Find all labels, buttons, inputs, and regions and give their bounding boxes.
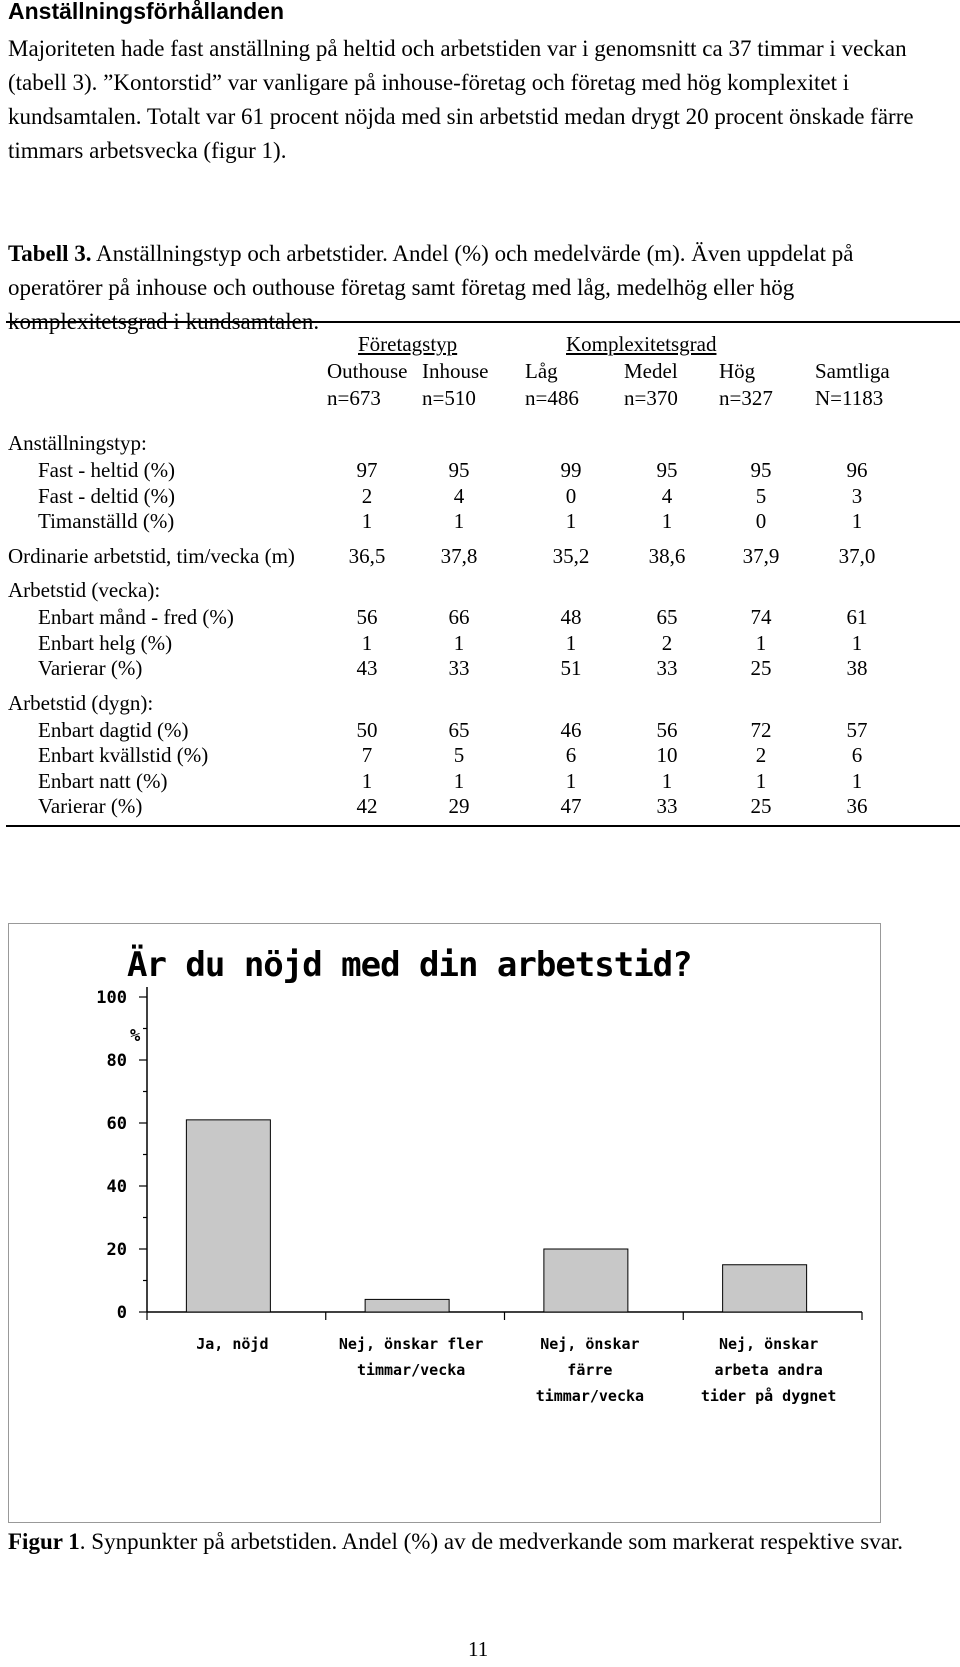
figure-caption xyxy=(8,1525,948,1559)
table-row-label: Fast - heltid (%) xyxy=(38,458,176,482)
table-cell: 6 xyxy=(565,743,577,767)
x-tick-label: Ja, nöjd xyxy=(196,1335,269,1353)
table-cell: 35,2 xyxy=(552,543,590,568)
column-n: n=370 xyxy=(624,386,678,410)
column-n: n=673 xyxy=(327,386,381,410)
table-cell: 38 xyxy=(846,656,868,680)
table-cell: 1 xyxy=(851,768,863,793)
table-cell: 5 xyxy=(453,743,465,767)
x-tick-label: Nej, önskar xyxy=(540,1335,640,1353)
column-header: Låg xyxy=(525,359,558,383)
group-header-foretagstyp: Företagstyp xyxy=(358,332,458,356)
figure-caption-label: Figur 1 xyxy=(8,1529,80,1554)
table-cell: 74 xyxy=(750,605,772,629)
table-row-label: Enbart dagtid (%) xyxy=(38,717,189,742)
column-n: n=327 xyxy=(719,386,773,410)
table-cell: 33 xyxy=(656,656,678,680)
column-header: Samtliga xyxy=(815,359,890,383)
table-cell: 95 xyxy=(656,458,678,482)
table-cell: 29 xyxy=(448,794,470,818)
table-cell: 38,6 xyxy=(648,543,686,568)
table-cell: 66 xyxy=(448,605,470,629)
x-tick-label: färre xyxy=(567,1361,613,1379)
table-cell: 7 xyxy=(361,743,373,767)
table-cell: 1 xyxy=(361,630,373,655)
x-tick-label: timmar/vecka xyxy=(535,1387,645,1405)
column-n: n=510 xyxy=(422,386,476,410)
y-axis-label: % xyxy=(130,1026,141,1046)
bar xyxy=(365,1299,449,1312)
table-cell: 1 xyxy=(565,768,577,793)
column-header: Hög xyxy=(719,359,756,383)
table-caption-label: Tabell 3. xyxy=(8,241,92,266)
table-cell: 1 xyxy=(661,509,673,533)
table-cell: 97 xyxy=(356,458,378,482)
chart-title: Är du nöjd med din arbetstid? xyxy=(127,945,692,985)
table-cell: 47 xyxy=(560,794,582,818)
y-tick-label: 40 xyxy=(106,1177,127,1197)
table-cell: 37,0 xyxy=(838,543,876,568)
table-cell: 2 xyxy=(361,483,373,508)
table-cell: 65 xyxy=(448,717,470,742)
table-cell: 96 xyxy=(846,458,868,482)
table-row-label: Enbart helg (%) xyxy=(38,630,173,655)
column-header: Inhouse xyxy=(422,359,489,383)
table-cell: 1 xyxy=(453,630,465,655)
column-header: Medel xyxy=(624,359,678,383)
table-row-label: Enbart kvällstid (%) xyxy=(38,743,209,767)
table-cell: 43 xyxy=(356,656,378,680)
intro-paragraph: Majoriteten hade fast anställning på heltid och arbetstiden var i genomsnitt ca 37 timmar i veckan (tabell 3). ”Kontorstid” var vanligare på inhouse-företag och företag med hög komplexitet i kundsamtalen. Totalt var 61 procent nöjda med sin arbetstid medan drygt 20 procent önskade färre timmars arbetsvecka (figur 1). xyxy=(8,36,914,163)
y-tick-label: 100 xyxy=(96,988,127,1008)
table-row-label: Ordinarie arbetstid, tim/vecka (m) xyxy=(8,543,295,568)
table-cell: 4 xyxy=(453,483,465,508)
table-cell: 36,5 xyxy=(348,543,386,568)
table-cell: 1 xyxy=(565,630,577,655)
table-cell: 3 xyxy=(851,483,863,508)
x-tick-label: Nej, önskar xyxy=(718,1335,819,1353)
table-cell: 25 xyxy=(750,656,772,680)
x-tick-label: arbeta andra xyxy=(714,1361,823,1379)
table-cell: 25 xyxy=(750,794,772,818)
bar xyxy=(723,1265,807,1312)
table-row-label: Varierar (%) xyxy=(38,656,143,680)
table-cell: 33 xyxy=(448,656,470,680)
column-n: N=1183 xyxy=(815,386,884,410)
table-cell: 46 xyxy=(560,717,582,742)
table-cell: 95 xyxy=(448,458,470,482)
table-cell: 1 xyxy=(361,768,373,793)
table-section-heading: Arbetstid (vecka): xyxy=(8,578,161,602)
table-cell: 37,8 xyxy=(440,543,478,568)
table-cell: 95 xyxy=(750,458,772,482)
table-cell: 56 xyxy=(356,605,378,629)
y-tick-label: 0 xyxy=(116,1303,127,1323)
table-cell: 65 xyxy=(656,605,678,629)
table-cell: 72 xyxy=(750,717,772,742)
table-cell: 1 xyxy=(755,768,767,793)
table-cell: 48 xyxy=(560,605,582,629)
table-cell: 61 xyxy=(846,605,868,629)
table-cell: 50 xyxy=(356,717,378,742)
table-cell: 1 xyxy=(361,509,373,533)
table-cell: 1 xyxy=(453,768,465,793)
table-caption-text: Anställningstyp och arbetstider. Andel (%) och medelvärde (m). Även uppdelat på operatörer på inhouse och outhouse företag samt företag med låg, medelhög eller hög komplexitetsgrad i kundsamtalen. xyxy=(8,241,854,334)
y-tick-label: 80 xyxy=(106,1051,127,1071)
table-cell: 1 xyxy=(453,509,465,533)
table-cell: 6 xyxy=(851,743,863,767)
table-cell: 10 xyxy=(656,743,678,767)
table-section-heading: Arbetstid (dygn): xyxy=(8,690,154,715)
bar xyxy=(544,1249,628,1312)
y-tick-label: 60 xyxy=(106,1114,127,1134)
x-tick-label: tider på dygnet xyxy=(700,1387,837,1405)
x-tick-label: timmar/vecka xyxy=(356,1361,466,1379)
group-header-komplexitetsgrad: Komplexitetsgrad xyxy=(566,332,717,356)
table-cell: 1 xyxy=(851,509,863,533)
table-cell: 99 xyxy=(560,458,582,482)
column-header: Outhouse xyxy=(327,359,408,383)
table-row-label: Enbart månd - fred (%) xyxy=(38,605,234,629)
section-title: Anställningsförhållanden xyxy=(8,0,285,24)
table-cell: 1 xyxy=(661,768,673,793)
table-cell: 1 xyxy=(565,509,577,533)
table-cell: 37,9 xyxy=(742,543,780,568)
table-cell: 2 xyxy=(755,743,767,767)
table-cell: 0 xyxy=(755,509,767,533)
table-cell: 5 xyxy=(755,483,767,508)
x-tick-label: Nej, önskar fler xyxy=(338,1335,484,1353)
table-cell: 1 xyxy=(755,630,767,655)
table-cell: 33 xyxy=(656,794,678,818)
table-cell: 57 xyxy=(846,717,868,742)
page-number: 11 xyxy=(468,1637,489,1661)
table-cell: 0 xyxy=(565,483,577,508)
figure-caption-text: . Synpunkter på arbetstiden. Andel (%) av de medverkande som markerat respektive svar. xyxy=(79,1529,904,1554)
table-section-heading: Anställningstyp: xyxy=(8,431,147,455)
table-row-label: Varierar (%) xyxy=(38,794,143,818)
table-cell: 1 xyxy=(851,630,863,655)
table-cell: 4 xyxy=(661,483,673,508)
y-tick-label: 20 xyxy=(106,1240,127,1260)
table-cell: 2 xyxy=(661,630,673,655)
table-cell: 51 xyxy=(560,656,582,680)
bar xyxy=(186,1120,270,1312)
table-row-label: Fast - deltid (%) xyxy=(38,483,176,508)
table-row-label: Timanställd (%) xyxy=(38,509,175,533)
table-cell: 36 xyxy=(846,794,868,818)
column-n: n=486 xyxy=(525,386,579,410)
table-cell: 56 xyxy=(656,717,678,742)
table-cell: 42 xyxy=(356,794,378,818)
table-row-label: Enbart natt (%) xyxy=(38,768,168,793)
